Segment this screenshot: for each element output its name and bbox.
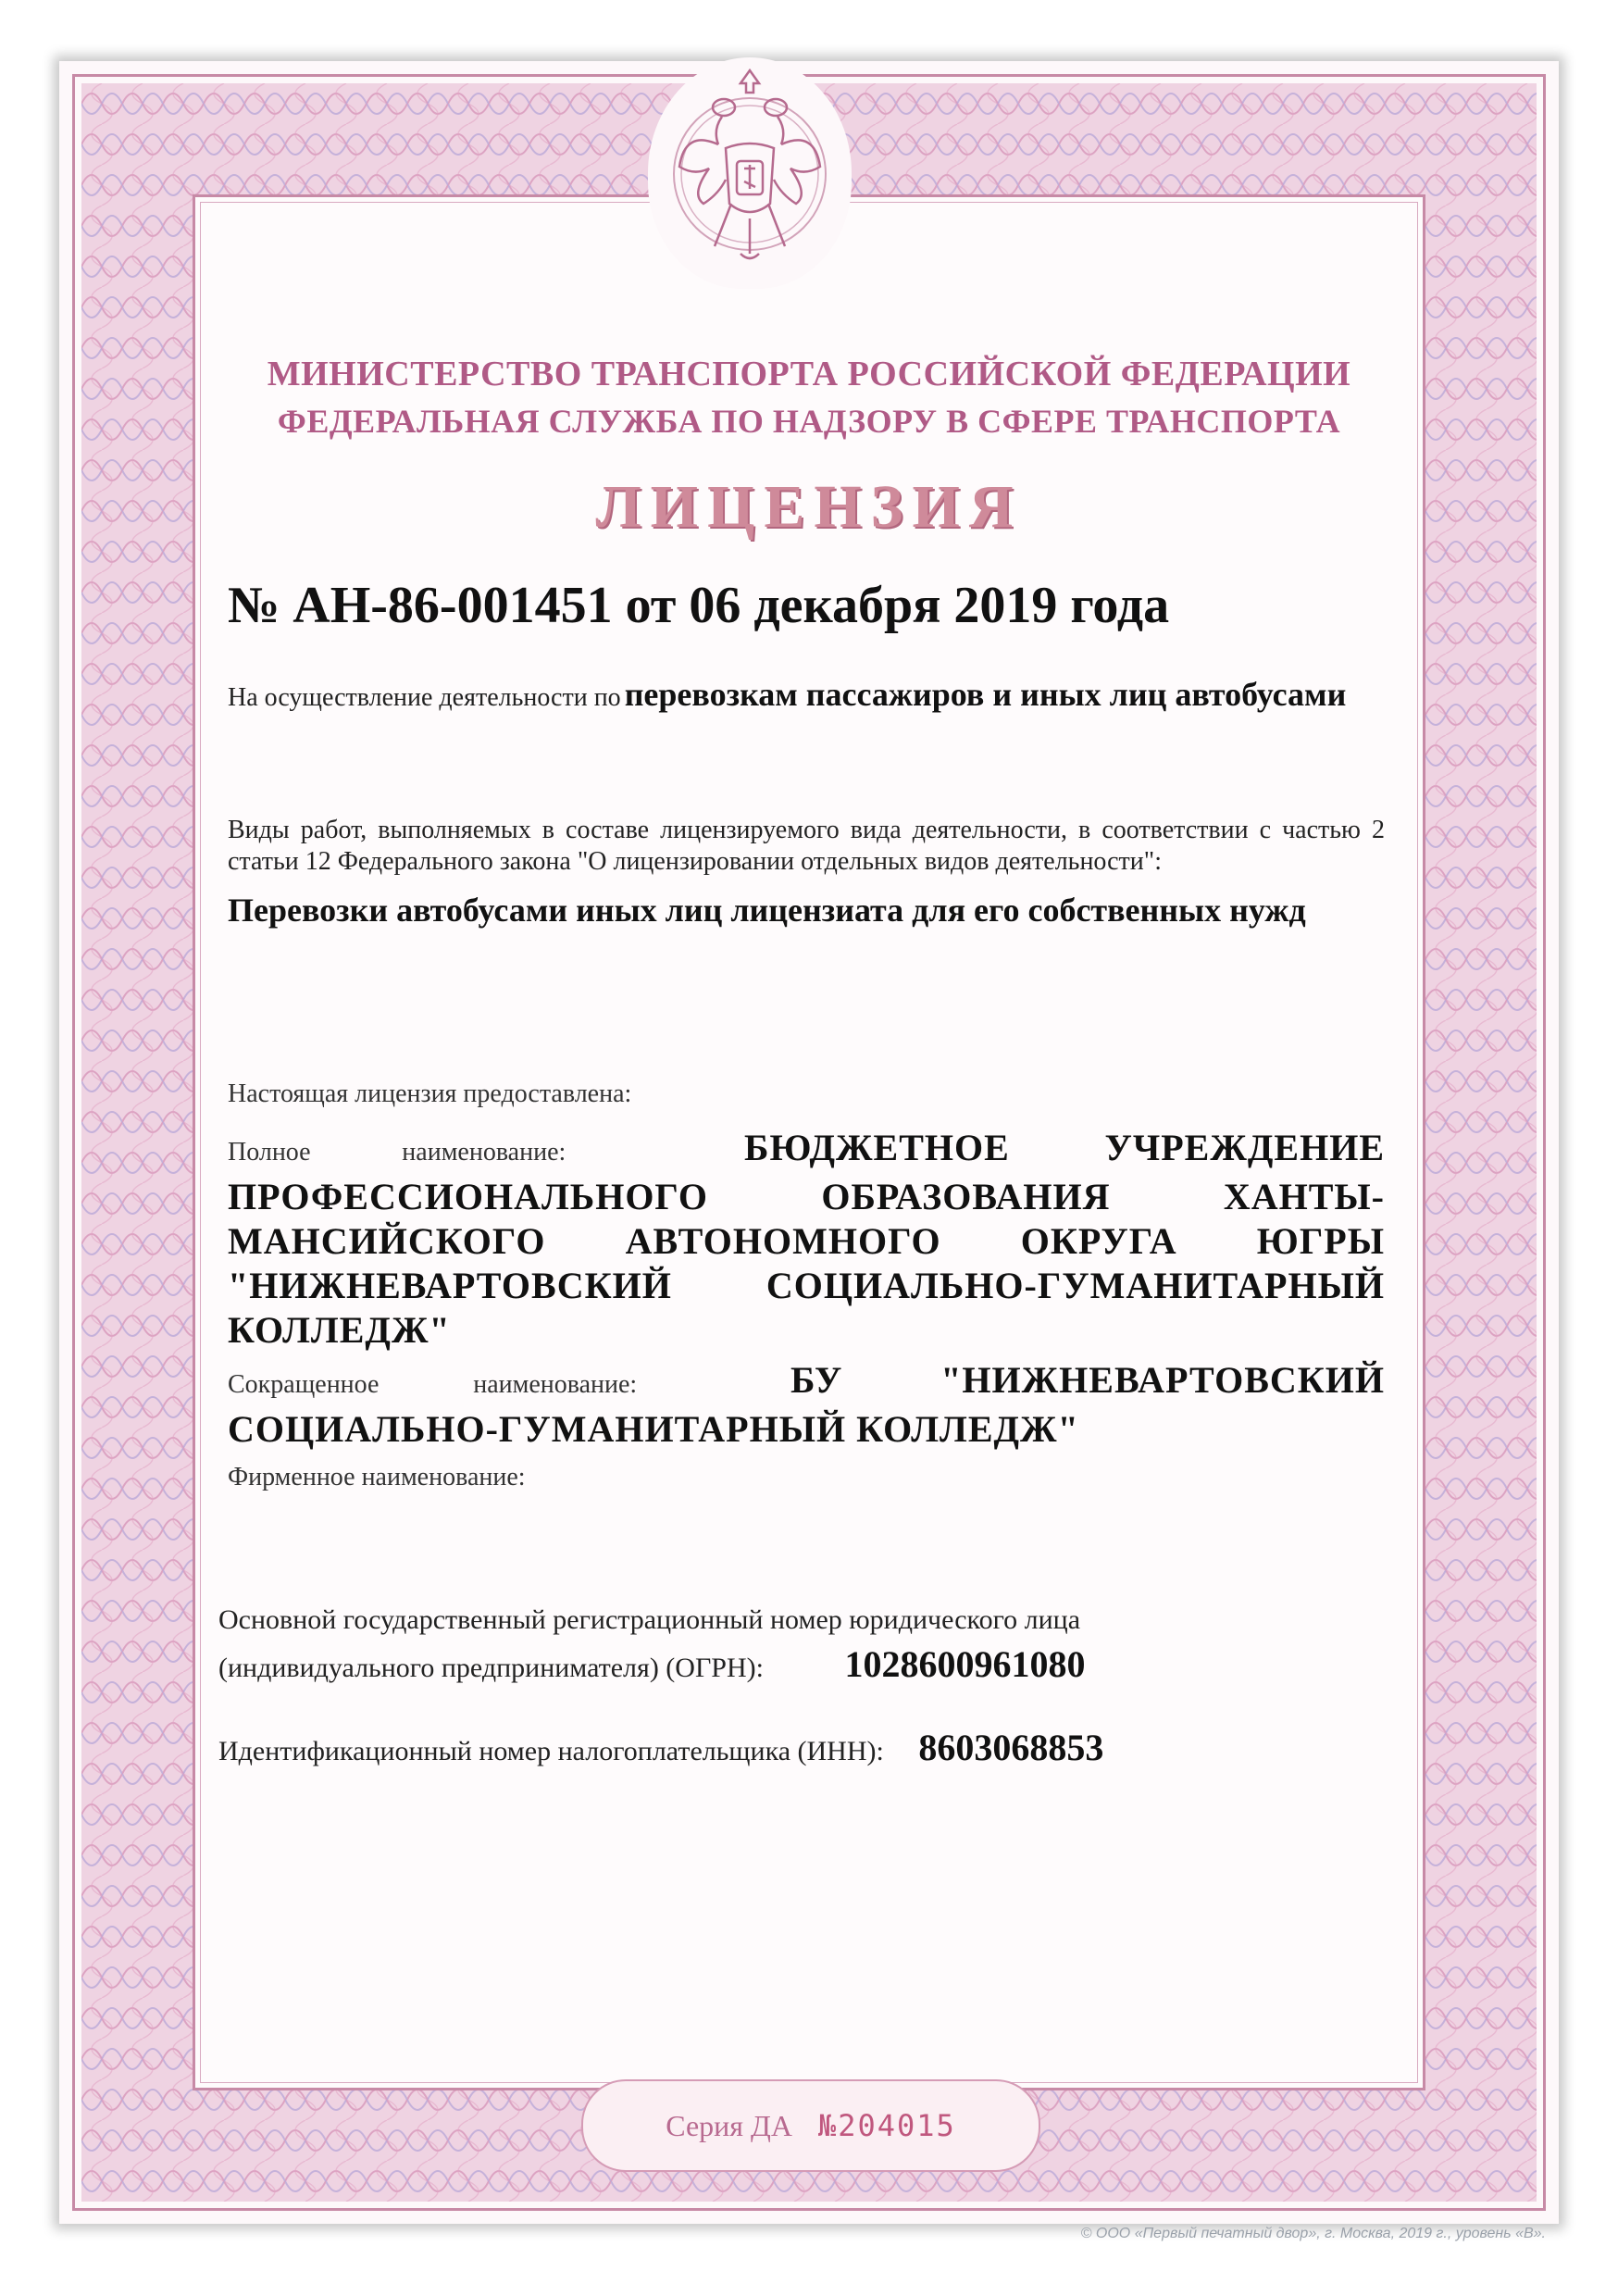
- series-number: №204015: [817, 2108, 956, 2143]
- full-name-block: [228, 1126, 1385, 1353]
- ogrn-label-line1: Основной государственный регистрационный номер юридического лица: [218, 1604, 1081, 1635]
- full-name-label: Полное наименование:: [228, 1138, 566, 1167]
- full-name-value: БЮДЖЕТНОЕ УЧРЕЖДЕНИЕ ПРОФЕССИОНАЛЬНОГО ОБРАЗОВАНИЯ ХАНТЫ-МАНСИЙСКОГО АВТОНОМНОГО ОКРУГА ЮГРЫ "НИЖНЕВАРТОВСКИЙ СОЦИАЛЬНО-ГУМАНИТАРНЫЙ КОЛЛЕДЖ": [228, 1127, 1386, 1351]
- license-number: № АН-86-001451 от 06 декабря 2019 года: [228, 577, 1170, 634]
- ministry-heading: МИНИСТЕРСТВО ТРАНСПОРТА РОССИЙСКОЙ ФЕДЕРАЦИИ: [267, 355, 1351, 393]
- ogrn-section: [218, 1598, 1329, 1691]
- works-label: Виды работ, выполняемых в составе лицензируемого вида деятельности, в соответствии с частью 2 статьи 12 Федерального закона "О лицензировании отдельных видов деятельности":: [228, 816, 1385, 876]
- inn-section: [218, 1726, 1103, 1769]
- printer-imprint: © ООО «Первый печатный двор», г. Москва, 2019 г., уровень «В».: [1080, 2226, 1546, 2241]
- works-section: [228, 815, 1385, 930]
- short-name-label: Сокращенное наименование:: [228, 1370, 638, 1399]
- licensee-section: [228, 1079, 1385, 1492]
- series-plaque: [581, 2079, 1040, 2172]
- service-heading: ФЕДЕРАЛЬНАЯ СЛУЖБА ПО НАДЗОРУ В СФЕРЕ ТРАНСПОРТА: [277, 403, 1341, 440]
- licensee-intro: Настоящая лицензия предоставлена:: [228, 1079, 632, 1108]
- ogrn-value: 1028600961080: [844, 1643, 1086, 1685]
- works-value: Перевозки автобусами иных лиц лицензиата для его собственных нужд: [228, 892, 1306, 929]
- ogrn-label-line2: (индивидуального предпринимателя) (ОГРН):: [218, 1653, 764, 1683]
- series-label: Серия ДА: [666, 2109, 792, 2142]
- double-headed-eagle-coat-of-arms-icon: [666, 65, 833, 278]
- inn-value: 8603068853: [918, 1727, 1104, 1768]
- inn-label: Идентификационный номер налогоплательщика (ИНН):: [218, 1736, 884, 1766]
- activity-value: перевозкам пассажиров и иных лиц автобусами: [624, 676, 1347, 713]
- activity-section: [228, 674, 1385, 722]
- short-name-block: [228, 1358, 1385, 1452]
- short-name-value: БУ "НИЖНЕВАРТОВСКИЙ СОЦИАЛЬНО-ГУМАНИТАРНЫЙ КОЛЛЕДЖ": [228, 1359, 1386, 1450]
- activity-label: На осуществление деятельности по: [228, 683, 621, 712]
- license-title: ЛИЦЕНЗИЯ: [595, 473, 1023, 541]
- brand-name-label: Фирменное наименование:: [228, 1463, 526, 1491]
